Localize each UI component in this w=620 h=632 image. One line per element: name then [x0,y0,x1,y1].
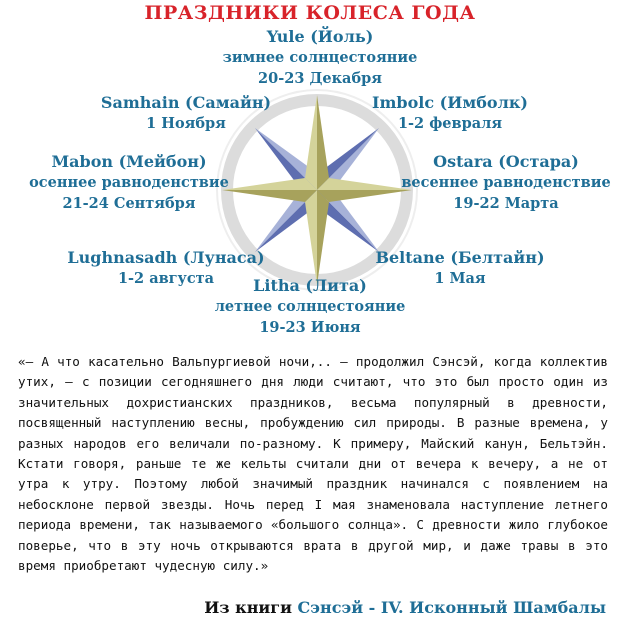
festival-mabon [14,151,244,214]
festival-name: Samhain (Самайн) [100,93,272,112]
festival-ostara [393,151,619,214]
festival-name: Mabon (Мейбон) [51,152,207,171]
festival-date: 1-2 февраля [397,115,503,132]
festival-date: 1-2 августа [117,270,215,287]
festival-description: зимнее солнцестояние [222,49,418,66]
festival-name: Lughnasadh (Лунаса) [67,248,265,267]
festival-name: Beltane (Белтайн) [375,248,545,267]
festival-yule [210,26,430,89]
festival-name: Litha (Лита) [253,276,367,295]
source-prefix: Из книги [204,598,292,617]
source-book-title: Сэнсэй - IV. Исконный Шамбалы [297,598,606,617]
festival-samhain [96,92,276,134]
festival-description: весеннее равноденствие [401,174,611,191]
festival-date: 20-23 Декабря [258,70,382,87]
festival-date: 21-24 Сентября [62,195,196,212]
festival-description: осеннее равноденствие [29,174,229,191]
festival-imbolc [360,92,540,134]
festival-litha [210,275,410,338]
book-quote: «— А что касательно Вальпургиевой ночи,.. — продолжил Сэнсэй, когда коллектив утих, — с позиции сегодняшнего дня люди считают, что это был просто один из значительных дохристианских праздников, весьма популярный в древности, посвященный наступлению весны, пробуждению сил природы. В разные времена, у разных народов его величали по-разному. К примеру, Майский канун, Бельтэйн. Кстати говоря, раньше те же кельты считали дни от вечера к вечеру, а не от утра к утру. Поэтому любой значимый праздник начинался с появлением на небосклоне первой звезды. Ночь перед I мая знаменовала наступление летнего периода времени, так называемого «большого солнца». С древности жило глубокое поверье, что в эту ночь открываются врата в другой мир, и даже травы в это время приобретают чудесную силу.» [18,354,608,574]
festival-name: Yule (Йоль) [266,27,374,46]
festival-name: Imbolc (Имболк) [372,93,528,112]
festival-date: 19-23 Июня [259,319,361,336]
festival-date: 1 Ноября [146,115,226,132]
festival-description: летнее солнцестояние [214,298,406,315]
festival-date: 1 Мая [434,270,486,287]
page-title: ПРАЗДНИКИ КОЛЕСА ГОДА [144,2,476,24]
quote-source [204,598,606,617]
festival-name: Ostara (Остара) [433,152,579,171]
festival-date: 19-22 Марта [453,195,559,212]
